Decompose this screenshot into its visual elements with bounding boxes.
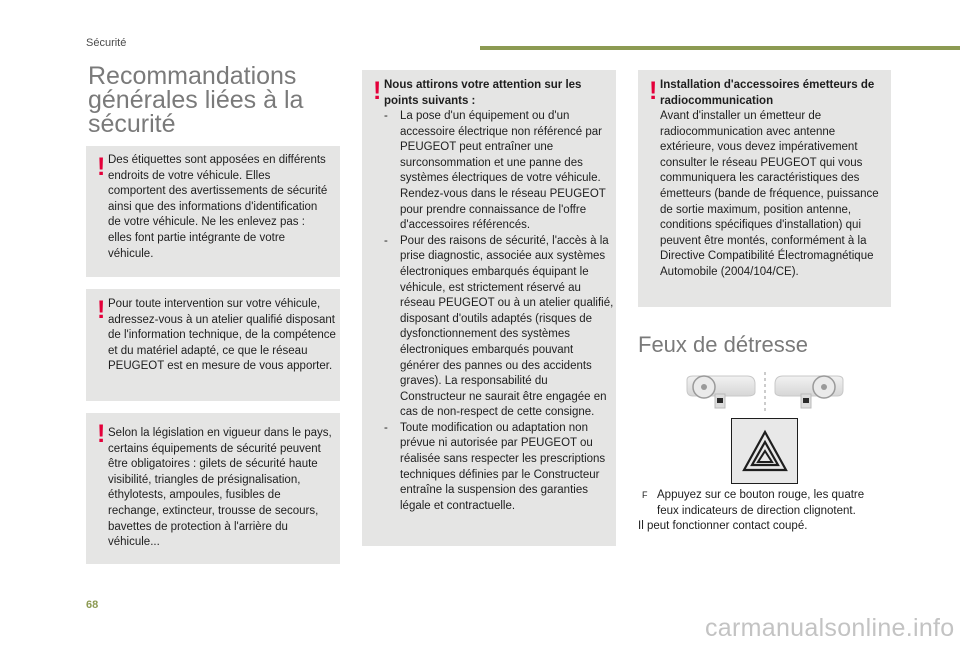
warning-box-equipment [86, 413, 340, 564]
instruction-block [638, 488, 888, 535]
list-item: - La pose d'un équipement ou d'un accessoire électrique non référencé par PEUGEOT peut entraîner une surconsommation et une panne des systèmes électriques de votre véhicule. Rendez-vous dans le réseau PEUGEOT pour prendre connaissance de l'offre d'accessoires référencés. [384, 110, 606, 232]
exclamation-icon: ! [97, 153, 106, 181]
exclamation-icon: ! [97, 420, 106, 448]
hazard-button[interactable] [731, 418, 798, 484]
warning-text-workshop: Pour toute intervention sur votre véhicule, adressez-vous à un atelier qualifié disposant de l'information technique, de la compétence et du matériel adapté, ce que le réseau PEUGEOT est en mesure de vous apporter. [108, 298, 336, 373]
instruction-text: Appuyez sur ce bouton rouge, les quatre feux indicateurs de direction clignotent. [657, 489, 865, 517]
exclamation-icon: ! [97, 296, 106, 324]
warning-box-labels [86, 146, 340, 277]
title-line-1: Recommandations [88, 62, 297, 90]
list-item: - Toute modification ou adaptation non prévue ni autorisée par PEUGEOT ou réalisée sans respecter les prescriptions techniques définies par le Constructeur entraîne la suspension des garanties légale et contractuelle. [384, 421, 606, 512]
page-title [88, 64, 303, 136]
hazard-triangle-icon [741, 428, 789, 474]
arrow-bullet-icon: F [642, 490, 648, 500]
warning-box-radio [638, 70, 891, 307]
attention-heading: Nous attirons votre attention sur les points suivants : [384, 79, 582, 107]
section-title-feux: Feux de détresse [638, 332, 808, 357]
instruction-note: Il peut fonctionner contact coupé. [638, 520, 808, 533]
page-number: 68 [86, 599, 99, 611]
warning-text-equipment: Selon la législation en vigueur dans le pays, certains équipements de sécurité peuvent être obligatoires : gilets de sécurité haute visibilité, triangles de présignalisation, éthylotests, ampoules, fusibles de rechange, extincteur, trousse de secours, bavettes de protection à l'arrière du véhicule... [108, 427, 332, 549]
warning-box-workshop [86, 289, 340, 401]
header-accent-bar [480, 46, 960, 50]
section-header: Sécurité [86, 37, 127, 49]
list-item: - Pour des raisons de sécurité, l'accès à la prise diagnostic, associée aux systèmes électroniques embarqués équipant le véhicule, est strictement réservé au réseau PEUGEOT ou à un atelier qualifié, disposant d'outils adaptés (risques de dysfonctionnement des systèmes électroniques embarqués pouvant générer des pannes ou des accidents graves). La responsabilité du Constructeur ne saurait être engagée en cas de non-respect de cette consigne. [384, 234, 614, 419]
exclamation-icon: ! [649, 77, 658, 105]
title-line-3: sécurité [88, 110, 176, 138]
exclamation-icon: ! [373, 77, 382, 105]
warning-box-attention [362, 70, 616, 546]
title-line-2: générales liées à la [88, 86, 304, 114]
watermark: carmanualsonline.info [705, 614, 955, 642]
dashboard-illustration [685, 370, 845, 414]
attention-list [384, 109, 614, 514]
warning-text-labels: Des étiquettes sont apposées en différents endroits de votre véhicule. Elles comportent des avertissements de sécurité ainsi que des informations d'identification de votre véhicule. Ne les enlevez pas : elles font partie intégrante de votre véhicule. [108, 154, 328, 260]
radio-text: Avant d'installer un émetteur de radiocommunication avec antenne extérieure, vous devez impérativement consulter le réseau PEUGEOT qui vous communiquera les caractéristiques des émetteurs (bande de fréquence, puissance de sortie maximum, position antenne, conditions spécifiques d'installation) qui peuvent être montés, conformément à la Directive Compatibilité Électromagnétique Automobile (2004/104/CE). [660, 110, 879, 278]
radio-heading: Installation d'accessoires émetteurs de radiocommunication [660, 79, 875, 107]
